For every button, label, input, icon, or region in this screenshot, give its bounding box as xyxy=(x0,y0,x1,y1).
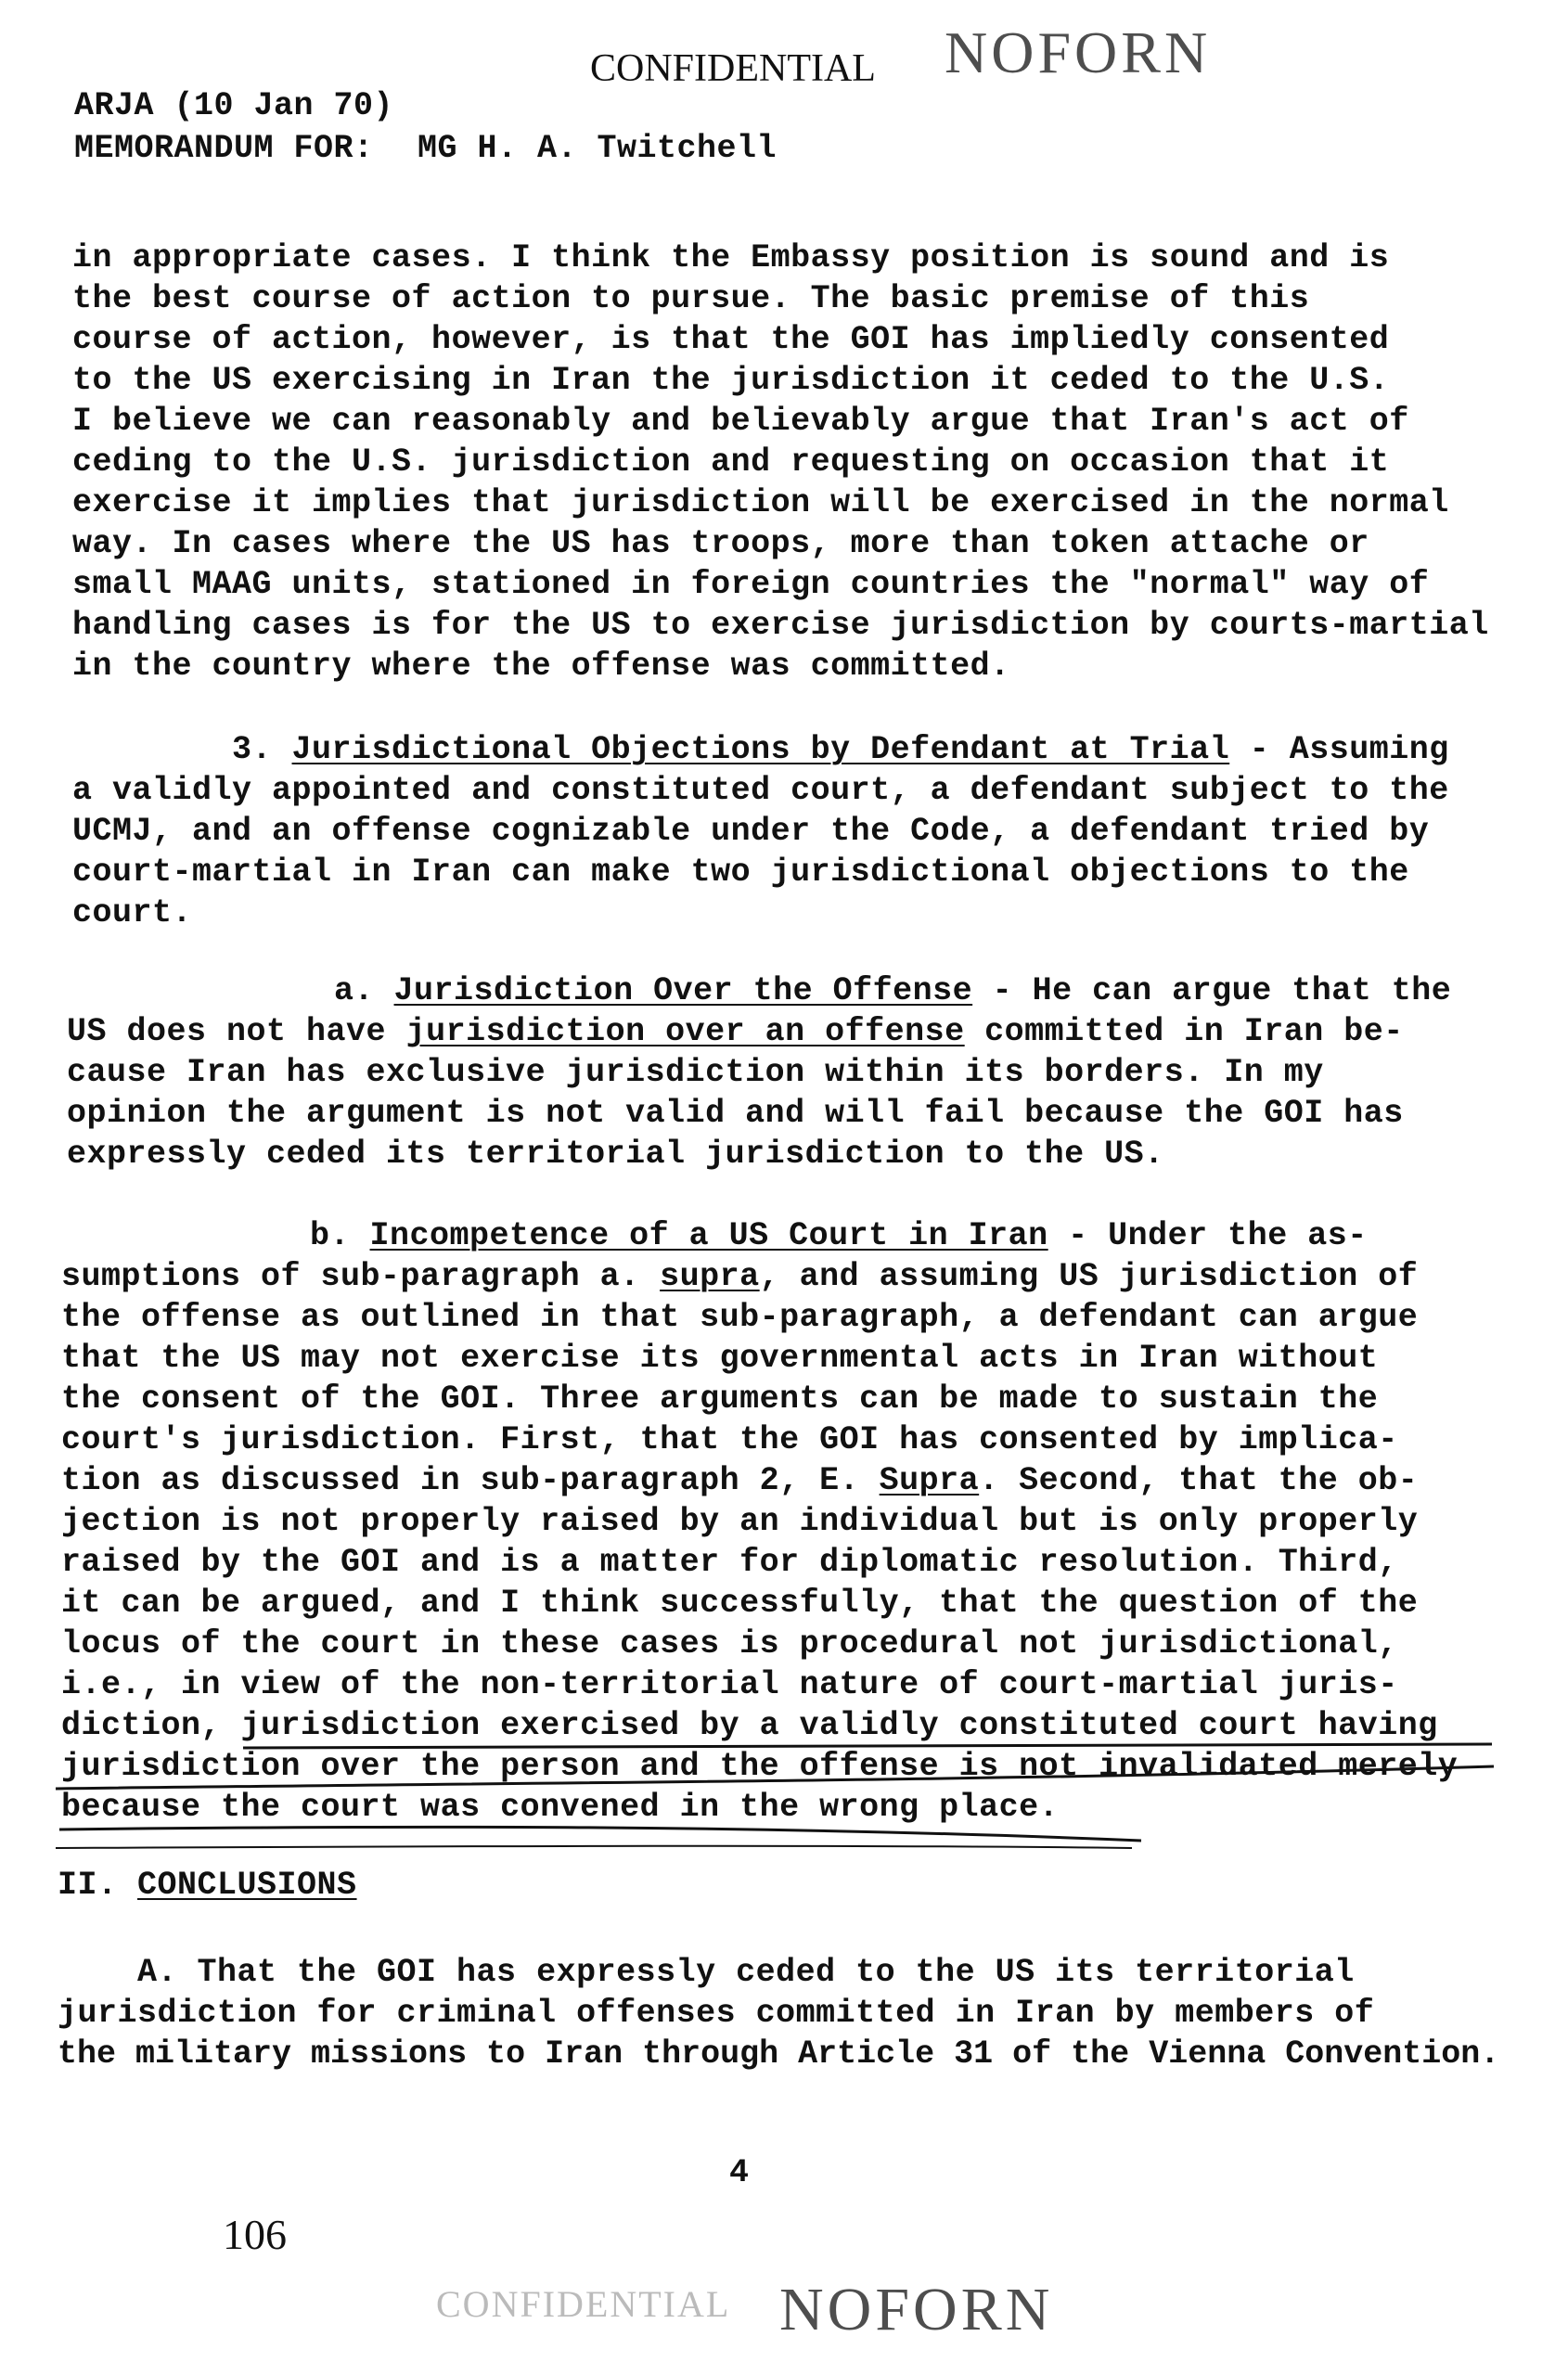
text-line: opinion the argument is not valid and will fail because the GOI has xyxy=(67,1095,1404,1132)
conclusions-heading xyxy=(58,1867,357,1904)
text-line: way. In cases where the US has troops, more than token attache or xyxy=(72,525,1369,562)
pen-underline-4 xyxy=(56,1846,1132,1848)
text-span: , and assuming US jurisdiction of xyxy=(759,1258,1419,1295)
section-3-lead: - Assuming xyxy=(1229,731,1449,768)
text-line: court's jurisdiction. First, that the GOI has consented by implica- xyxy=(61,1421,1398,1458)
memo-recipient: MG H. A. Twitchell xyxy=(418,130,778,167)
text-line: court-martial in Iran can make two jurisdictional objections to the xyxy=(72,854,1409,891)
subsection-b-lead: - Under the as- xyxy=(1047,1217,1368,1254)
text-line: UCMJ, and an offense cognizable under the Code, a defendant tried by xyxy=(72,813,1430,850)
classification-header: CONFIDENTIAL xyxy=(590,47,876,90)
pen-underline-2 xyxy=(56,1766,1494,1789)
text-line: because the court was convened in the wrong place. xyxy=(61,1789,1060,1826)
text-line: the offense as outlined in that sub-paragraph, a defendant can argue xyxy=(61,1299,1419,1336)
text-line: course of action, however, is that the GOI has impliedly consented xyxy=(72,321,1390,358)
text-line: raised by the GOI and is a matter for diplomatic resolution. Third, xyxy=(61,1544,1398,1581)
subsection-a-heading: Jurisdiction Over the Offense xyxy=(393,972,973,1009)
text-line: a validly appointed and constituted court, a defendant subject to the xyxy=(72,772,1449,809)
section-3-number: 3. xyxy=(232,731,273,768)
noforn-stamp-bottom: NOFORN xyxy=(779,2276,1054,2343)
text-line: i.e., in view of the non-territorial nature of court-martial juris- xyxy=(61,1666,1398,1703)
underlined-span: supra xyxy=(660,1258,760,1295)
pen-underline-1 xyxy=(243,1743,1492,1748)
underlined-span: jurisdiction over an offense xyxy=(405,1013,965,1050)
text-span: sumptions of sub-paragraph a. xyxy=(61,1258,661,1295)
text-span: tion as discussed in sub-paragraph 2, E. xyxy=(61,1462,880,1499)
document-number: 106 xyxy=(223,2211,287,2258)
subsection-a-lead: - He can argue that the xyxy=(972,972,1452,1009)
section-3-heading: Jurisdictional Objections by Defendant at Trial xyxy=(291,731,1230,768)
text-line: cause Iran has exclusive jurisdiction within its borders. In my xyxy=(67,1054,1324,1091)
text-line: locus of the court in these cases is procedural not jurisdictional, xyxy=(61,1625,1398,1662)
text-span: . Second, that the ob- xyxy=(979,1462,1419,1499)
text-line: the best course of action to pursue. The basic premise of this xyxy=(72,280,1310,317)
text-line: exercise it implies that jurisdiction will be exercised in the normal xyxy=(72,484,1449,521)
noforn-stamp-top: NOFORN xyxy=(945,19,1212,85)
text-line: it can be argued, and I think successfully, that the question of the xyxy=(61,1585,1419,1622)
underlined-span: Supra xyxy=(879,1462,980,1499)
text-line: handling cases is for the US to exercise jurisdiction by courts-martial xyxy=(72,607,1489,644)
page-number: 4 xyxy=(729,2154,750,2191)
pen-underline-3 xyxy=(59,1827,1141,1841)
faint-classification-stamp: CONFIDENTIAL xyxy=(436,2283,731,2325)
conclusion-a xyxy=(58,1952,1561,2082)
text-span: committed in Iran be- xyxy=(964,1013,1404,1050)
text-line: small MAAG units, stationed in foreign countries the "normal" way of xyxy=(72,566,1430,603)
conclusions-numeral: II. xyxy=(58,1867,138,1904)
text-line: court. xyxy=(72,894,193,931)
text-line: expressly ceded its territorial jurisdiction to the US. xyxy=(67,1136,1164,1173)
text-line: in appropriate cases. I think the Embassy position is sound and is xyxy=(72,239,1390,276)
text-span: US does not have xyxy=(67,1013,406,1050)
subsection-b-heading: Incompetence of a US Court in Iran xyxy=(369,1217,1048,1254)
reference-line: ARJA (10 Jan 70) xyxy=(74,87,394,124)
text-line: the consent of the GOI. Three arguments can be made to sustain the xyxy=(61,1380,1379,1418)
text-line: the military missions to Iran through Article 31 of the Vienna Convention. xyxy=(58,2035,1500,2073)
text-line: jurisdiction for criminal offenses committed in Iran by members of xyxy=(58,1995,1375,2032)
text-line: in the country where the offense was committed. xyxy=(72,648,1010,685)
text-line: A. That the GOI has expressly ceded to the US its territorial xyxy=(137,1954,1355,1991)
subsection-a-letter: a. xyxy=(334,972,375,1009)
conclusions-title: CONCLUSIONS xyxy=(137,1867,357,1904)
memo-for-label: MEMORANDUM FOR: xyxy=(74,130,374,167)
text-line: jurisdiction over the person and the offense is not invalidated merely xyxy=(61,1748,1459,1785)
text-line: to the US exercising in Iran the jurisdiction it ceded to the U.S. xyxy=(72,362,1390,399)
text-line: that the US may not exercise its governmental acts in Iran without xyxy=(61,1340,1379,1377)
subsection-b-letter: b. xyxy=(310,1217,351,1254)
text-line: I believe we can reasonably and believably argue that Iran's act of xyxy=(72,403,1409,440)
underlined-span: jurisdiction exercised by a validly constituted court having xyxy=(240,1707,1438,1744)
text-line: ceding to the U.S. jurisdiction and requesting on occasion that it xyxy=(72,443,1390,481)
text-span: diction, xyxy=(61,1707,241,1744)
text-line: jection is not properly raised by an individual but is only properly xyxy=(61,1503,1419,1540)
